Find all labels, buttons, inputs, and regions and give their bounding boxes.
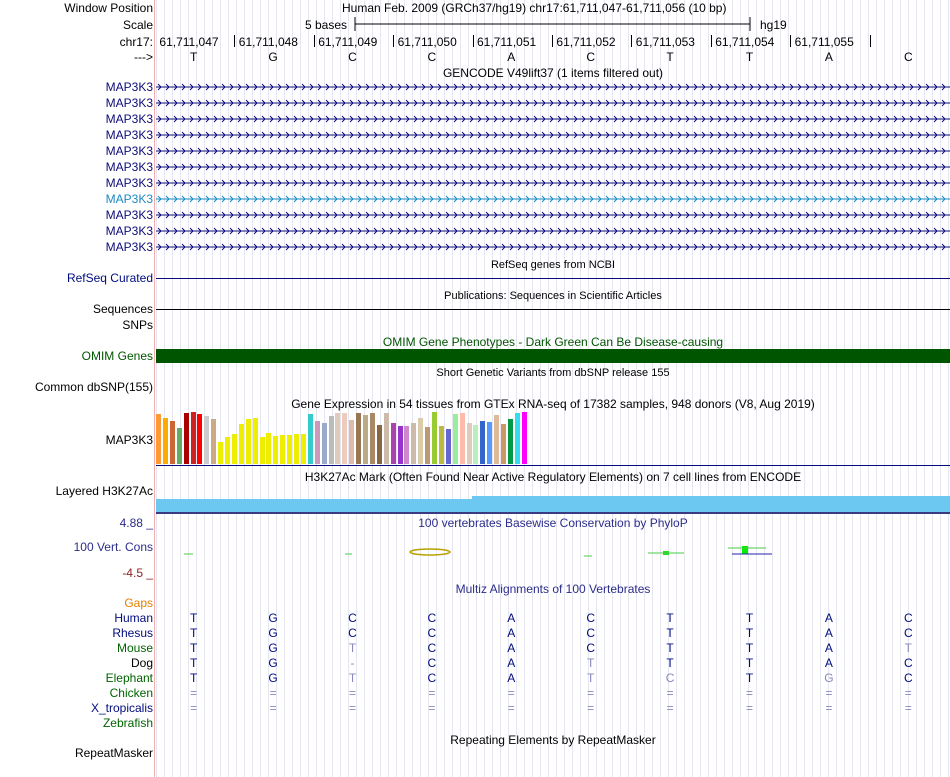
gtex-tissue-bar[interactable] (439, 426, 444, 464)
gtex-tissue-bar[interactable] (425, 427, 430, 464)
gtex-tissue-bar[interactable] (370, 413, 375, 464)
multiz-base: T (190, 611, 198, 625)
multiz-base: C (427, 641, 437, 655)
gtex-tissue-bar[interactable] (273, 436, 278, 464)
multiz-base: A (507, 641, 516, 655)
multiz-base: T (348, 641, 357, 655)
multiz-base: = (745, 701, 753, 715)
label-divider (154, 0, 155, 777)
gtex-tissue-bar[interactable] (232, 434, 237, 464)
position-tick (790, 35, 791, 47)
omim-label[interactable]: OMIM Genes (81, 349, 153, 363)
multiz-species-label[interactable]: Human (114, 611, 153, 625)
gtex-tissue-bar[interactable] (315, 421, 320, 464)
h3k27ac-signal-right (472, 496, 950, 512)
gtex-tissue-bar[interactable] (501, 424, 506, 464)
gencode-title: GENCODE V49lift37 (1 items filtered out) (442, 66, 664, 80)
conservation-plot (0, 0, 1, 1)
reference-base: A (824, 50, 833, 64)
multiz-species-label[interactable]: Dog (130, 656, 153, 670)
multiz-base: = (190, 686, 198, 700)
multiz-base: T (745, 671, 754, 685)
multiz-base: A (824, 656, 833, 670)
position-tick-label: 61,711,055 (794, 35, 854, 49)
multiz-base: C (348, 626, 357, 640)
multiz-species-label[interactable]: Chicken (109, 686, 153, 700)
repeatmasker-title: Repeating Elements by RepeatMasker (450, 733, 656, 747)
position-tick (393, 35, 394, 47)
gtex-baseline (156, 465, 950, 466)
gtex-tissue-bar[interactable] (411, 423, 416, 464)
gencode-gene-label[interactable]: MAP3K3 (105, 176, 153, 190)
publications-label[interactable]: Sequences (92, 302, 153, 316)
multiz-base: C (903, 671, 913, 685)
gtex-tissue-bar[interactable] (308, 414, 313, 464)
gtex-tissue-bar[interactable] (287, 435, 292, 464)
multiz-species-label[interactable]: X_tropicalis (90, 701, 153, 715)
gtex-tissue-bar[interactable] (260, 437, 265, 464)
position-tick-label: 61,711,053 (635, 35, 695, 49)
omim-bar[interactable] (156, 349, 950, 363)
multiz-base: G (268, 611, 278, 625)
gtex-tissue-bar[interactable] (191, 412, 196, 464)
gtex-tissue-bar[interactable] (197, 414, 202, 464)
multiz-base: C (348, 611, 357, 625)
position-tick (552, 35, 553, 47)
multiz-title: Multiz Alignments of 100 Vertebrates (455, 582, 651, 596)
gtex-tissue-bar[interactable] (294, 434, 299, 464)
multiz-base: = (666, 701, 674, 715)
position-tick-label: 61,711,049 (318, 35, 378, 49)
multiz-base: G (824, 671, 834, 685)
refseq-title: RefSeq genes from NCBI (490, 259, 616, 271)
chrom-label: chr17: (119, 35, 153, 49)
gencode-gene-label[interactable]: MAP3K3 (105, 240, 153, 254)
multiz-base: A (507, 671, 516, 685)
gtex-tissue-bar[interactable] (494, 415, 499, 464)
strand-label: ---> (134, 50, 153, 64)
multiz-base: T (666, 641, 674, 655)
multiz-base: = (269, 701, 277, 715)
multiz-base: = (428, 686, 436, 700)
multiz-base: T (745, 656, 754, 670)
gencode-gene-label[interactable]: MAP3K3 (105, 192, 153, 206)
multiz-species-label[interactable]: Elephant (105, 671, 153, 685)
gencode-gene-label[interactable]: MAP3K3 (105, 96, 153, 110)
gtex-tissue-bar[interactable] (356, 413, 361, 464)
position-tick (711, 35, 712, 47)
multiz-base: C (665, 671, 675, 685)
multiz-base: = (190, 701, 198, 715)
multiz-base: C (903, 656, 913, 670)
gtex-tissue-bar[interactable] (363, 415, 368, 464)
gtex-tissue-bar[interactable] (418, 418, 423, 464)
multiz-base: C (586, 626, 596, 640)
gtex-tissue-bar[interactable] (432, 412, 437, 464)
position-tick (473, 35, 474, 47)
gtex-tissue-bar[interactable] (480, 421, 485, 464)
multiz-base: G (268, 641, 278, 655)
multiz-base: T (190, 671, 198, 685)
reference-base: C (348, 50, 357, 64)
gtex-tissue-bar[interactable] (204, 416, 209, 464)
gencode-gene-label[interactable]: MAP3K3 (105, 144, 153, 158)
gtex-tissue-bar[interactable] (453, 414, 458, 464)
multiz-base: T (666, 656, 674, 670)
multiz-base: = (825, 701, 833, 715)
publications-line (156, 309, 950, 310)
gencode-transcript-line[interactable] (156, 82, 950, 92)
gtex-tissue-bar[interactable] (398, 426, 403, 464)
conservation-title: 100 vertebrates Basewise Conservation by PhyloP (418, 516, 688, 530)
multiz-base: C (427, 611, 437, 625)
conservation-label[interactable]: 100 Vert. Cons (73, 540, 153, 554)
gencode-gene-label[interactable]: MAP3K3 (105, 128, 153, 142)
multiz-base: T (666, 611, 674, 625)
multiz-base: = (666, 686, 674, 700)
gencode-transcript-line[interactable] (156, 114, 950, 124)
scale-assembly: hg19 (760, 18, 787, 32)
gtex-tissue-bar[interactable] (446, 429, 451, 464)
reference-base: C (586, 50, 596, 64)
multiz-base: = (348, 686, 356, 700)
multiz-base: G (268, 626, 278, 640)
gencode-transcript-line[interactable] (156, 194, 950, 204)
multiz-base: C (427, 626, 437, 640)
h3k27ac-label[interactable]: Layered H3K27Ac (55, 484, 153, 498)
reference-base: T (666, 50, 674, 64)
multiz-base: C (586, 611, 596, 625)
h3k27ac-signal-left (156, 499, 472, 512)
gencode-transcript-line[interactable] (156, 242, 950, 252)
gtex-tissue-bar[interactable] (391, 423, 396, 464)
multiz-base: T (666, 626, 674, 640)
position-tick-label: 61,711,051 (477, 35, 537, 49)
multiz-base: = (269, 686, 277, 700)
multiz-base: G (268, 671, 278, 685)
multiz-base: = (428, 701, 436, 715)
gtex-tissue-bar[interactable] (404, 426, 409, 464)
refseq-label[interactable]: RefSeq Curated (66, 271, 153, 285)
position-tick (314, 35, 315, 47)
snps-label[interactable]: SNPs (122, 318, 153, 332)
gtex-tissue-bar[interactable] (170, 421, 175, 464)
multiz-species-label[interactable]: Mouse (116, 641, 153, 655)
gtex-tissue-bar[interactable] (211, 419, 216, 464)
position-tick-label: 61,711,052 (556, 35, 616, 49)
gencode-transcript-line[interactable] (156, 130, 950, 140)
multiz-base: C (586, 641, 596, 655)
gtex-tissue-bar[interactable] (460, 413, 465, 464)
dbsnp-title: Short Genetic Variants from dbSNP release 155 (436, 367, 670, 379)
multiz-base: T (587, 656, 595, 670)
multiz-base: C (903, 611, 913, 625)
multiz-species-label[interactable]: Rhesus (112, 626, 153, 640)
multiz-base: A (824, 626, 833, 640)
position-tick (234, 35, 235, 47)
gtex-tissue-bar[interactable] (225, 437, 230, 464)
reference-base: G (268, 50, 278, 64)
reference-base: C (903, 50, 913, 64)
window-position-text: Human Feb. 2009 (GRCh37/hg19) chr17:61,711,047-61,711,056 (10 bp) (342, 1, 727, 15)
multiz-base: - (350, 656, 355, 670)
gtex-tissue-bar[interactable] (329, 416, 334, 464)
gtex-tissue-bar[interactable] (301, 434, 306, 464)
multiz-base: = (825, 686, 833, 700)
gtex-tissue-bar[interactable] (322, 423, 327, 464)
multiz-base: = (507, 686, 515, 700)
multiz-base: = (904, 686, 912, 700)
gtex-tissue-bar[interactable] (156, 414, 161, 464)
multiz-base: G (268, 656, 278, 670)
gencode-transcript-line[interactable] (156, 226, 950, 236)
gtex-tissue-bar[interactable] (177, 428, 182, 464)
multiz-base: = (507, 701, 515, 715)
multiz-base: A (824, 611, 833, 625)
h3k27ac-title: H3K27Ac Mark (Often Found Near Active Regulatory Elements) on 7 cell lines from ENCODE (304, 470, 802, 484)
multiz-base: A (507, 656, 516, 670)
multiz-base: = (348, 701, 356, 715)
gencode-gene-label[interactable]: MAP3K3 (105, 208, 153, 222)
reference-base: A (507, 50, 516, 64)
conservation-min: -4.5 _ (122, 566, 153, 580)
gencode-transcript-line[interactable] (156, 98, 950, 108)
multiz-base: T (190, 641, 198, 655)
h3k27ac-baseline (156, 512, 950, 514)
omim-title: OMIM Gene Phenotypes - Dark Green Can Be Disease-causing (382, 335, 724, 349)
publications-title: Publications: Sequences in Scientific Articles (444, 290, 662, 302)
position-tick-label: 61,711,054 (715, 35, 775, 49)
multiz-base: T (745, 641, 754, 655)
position-tick (631, 35, 632, 47)
gtex-tissue-bar[interactable] (467, 423, 472, 464)
multiz-base: A (824, 641, 833, 655)
window-position-label: Window Position (64, 1, 153, 15)
scale-text: 5 bases (305, 18, 348, 32)
gtex-tissue-bar[interactable] (515, 413, 520, 464)
gtex-tissue-bar[interactable] (253, 418, 258, 464)
gtex-label[interactable]: MAP3K3 (105, 433, 153, 447)
gtex-tissue-bar[interactable] (473, 425, 478, 464)
gtex-title: Gene Expression in 54 tissues from GTEx RNA-seq of 17382 samples, 948 donors (V8, Aug 2019) (291, 397, 815, 411)
multiz-base: T (348, 671, 357, 685)
multiz-base: = (904, 701, 912, 715)
multiz-base: T (745, 611, 754, 625)
dbsnp-label[interactable]: Common dbSNP(155) (34, 380, 153, 394)
multiz-base: T (190, 656, 198, 670)
gencode-transcript-line[interactable] (156, 178, 950, 188)
position-tick (870, 35, 871, 47)
gtex-tissue-bar[interactable] (487, 422, 492, 464)
gencode-gene-label[interactable]: MAP3K3 (105, 160, 153, 174)
gaps-label: Gaps (124, 596, 153, 610)
conservation-max: 4.88 _ (119, 516, 153, 530)
multiz-base: = (587, 686, 595, 700)
gtex-tissue-bar[interactable] (266, 433, 271, 464)
gtex-tissue-bar[interactable] (384, 413, 389, 464)
gtex-tissue-bar[interactable] (349, 420, 354, 464)
multiz-base: A (507, 626, 516, 640)
multiz-base: T (190, 626, 198, 640)
gtex-tissue-bar[interactable] (335, 413, 340, 464)
position-tick-label: 61,711,047 (159, 35, 219, 49)
multiz-base: T (745, 626, 754, 640)
gtex-tissue-bar[interactable] (184, 413, 189, 464)
gtex-tissue-bar[interactable] (280, 435, 285, 464)
multiz-base: = (745, 686, 753, 700)
gencode-gene-label[interactable]: MAP3K3 (105, 224, 153, 238)
multiz-base: C (903, 626, 913, 640)
refseq-line (156, 278, 950, 279)
gtex-tissue-bar[interactable] (239, 424, 244, 464)
multiz-base: = (587, 701, 595, 715)
position-tick-label: 61,711,048 (238, 35, 298, 49)
gtex-tissue-bar[interactable] (342, 413, 347, 464)
gtex-tissue-bar[interactable] (246, 419, 251, 464)
gencode-transcript-line[interactable] (156, 210, 950, 220)
multiz-species-label[interactable]: Zebrafish (102, 716, 153, 730)
multiz-base: T (587, 671, 595, 685)
gencode-transcript-line[interactable] (156, 162, 950, 172)
gtex-tissue-bar[interactable] (522, 412, 527, 464)
gencode-transcript-line[interactable] (156, 146, 950, 156)
position-tick-label: 61,711,050 (397, 35, 457, 49)
multiz-base: A (507, 611, 516, 625)
multiz-base: C (427, 656, 437, 670)
gtex-tissue-bar[interactable] (218, 442, 223, 464)
repeatmasker-label[interactable]: RepeatMasker (74, 746, 153, 760)
reference-base: C (427, 50, 437, 64)
gencode-gene-label[interactable]: MAP3K3 (105, 80, 153, 94)
gtex-tissue-bar[interactable] (163, 418, 168, 464)
multiz-base: T (904, 641, 912, 655)
gencode-gene-label[interactable]: MAP3K3 (105, 112, 153, 126)
gtex-tissue-bar[interactable] (508, 419, 513, 464)
gtex-tissue-bar[interactable] (377, 425, 382, 464)
reference-base: T (745, 50, 754, 64)
multiz-base: C (427, 671, 437, 685)
reference-base: T (190, 50, 198, 64)
scale-label: Scale (122, 18, 153, 32)
